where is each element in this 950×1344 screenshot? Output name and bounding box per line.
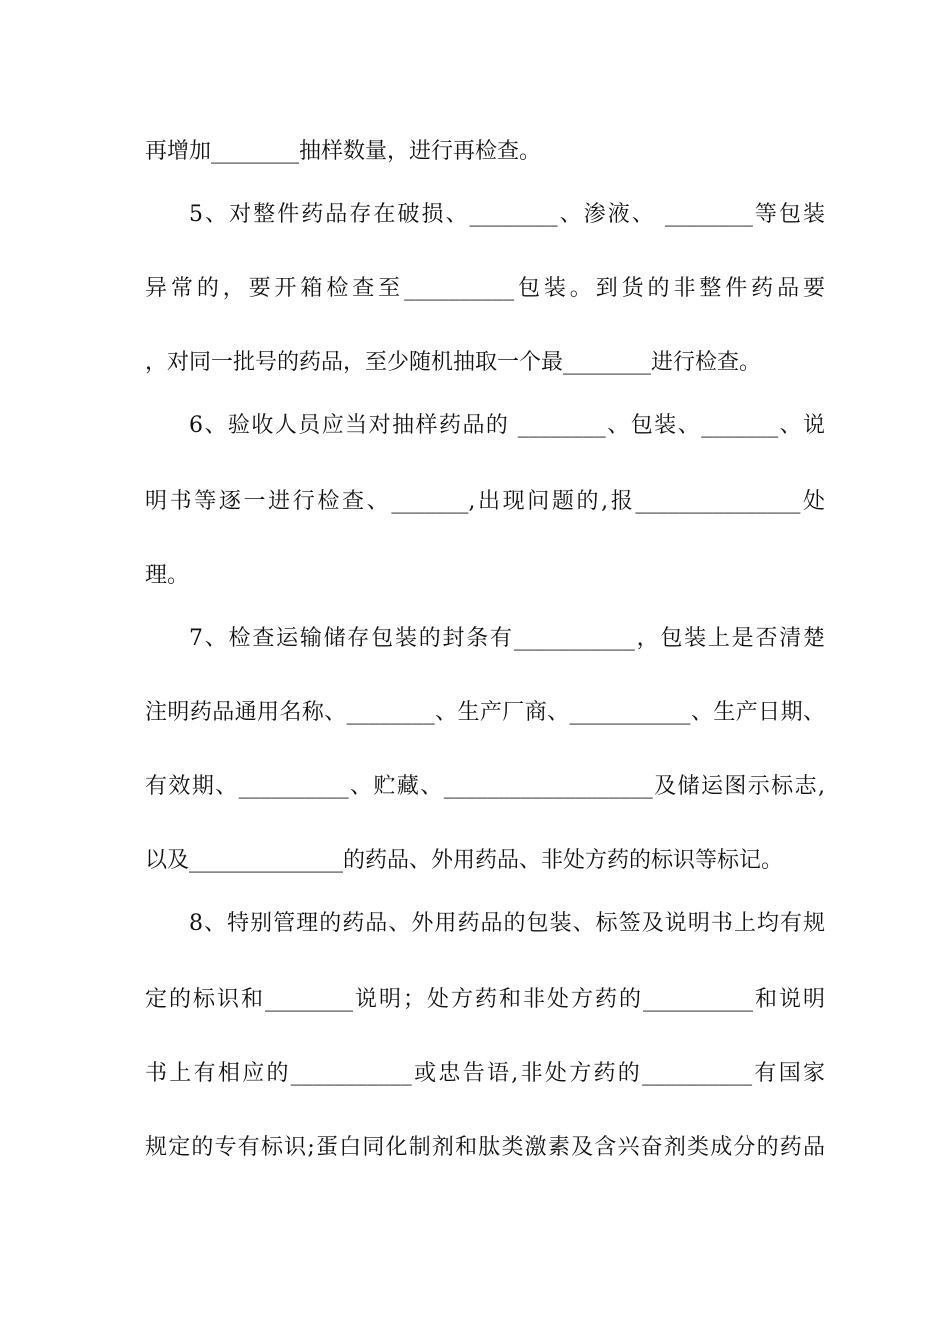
text-line: 注明药品通用名称、________、生产厂商、___________、生产日期、 (145, 700, 825, 725)
text-line: 5、对整件药品存在破损、________、渗液、 ________等包装 (189, 202, 825, 227)
text-line: 再增加________抽样数量，进行再检查。 (145, 139, 542, 164)
text-line: 以及______________的药品、外用药品、非处方药的标识等标记。 (145, 848, 784, 873)
text-line: 有效期、__________、贮藏、___________________及储运图示标志, (145, 774, 825, 799)
text-line: 7、检查运输储存包装的封条有___________，包装上是否清楚 (189, 626, 825, 651)
text-line: 8、特别管理的药品、外用药品的包装、标签及说明书上均有规 (189, 911, 825, 936)
text-line: 定的标识和________说明；处方药和非处方药的__________和说明 (145, 987, 825, 1012)
text-line: ，对同一批号的药品，至少随机抽取一个最________进行检查。 (145, 350, 762, 375)
text-line: 规定的专有标识;蛋白同化制剂和肽类激素及含兴奋剂类成分的药品 (145, 1135, 825, 1160)
text-line: 6、验收人员应当对抽样药品的 ________、包装、_______、说 (189, 413, 825, 438)
text-line: 书上有相应的___________或忠告语,非处方药的__________有国家 (145, 1061, 825, 1086)
text-line: 理。 (145, 563, 190, 588)
text-line: 异常的，要开箱检查至__________包装。到货的非整件药品要 (145, 276, 825, 301)
text-line: 明书等逐一进行检查、_______,出现问题的,报_______________处 (145, 489, 825, 514)
